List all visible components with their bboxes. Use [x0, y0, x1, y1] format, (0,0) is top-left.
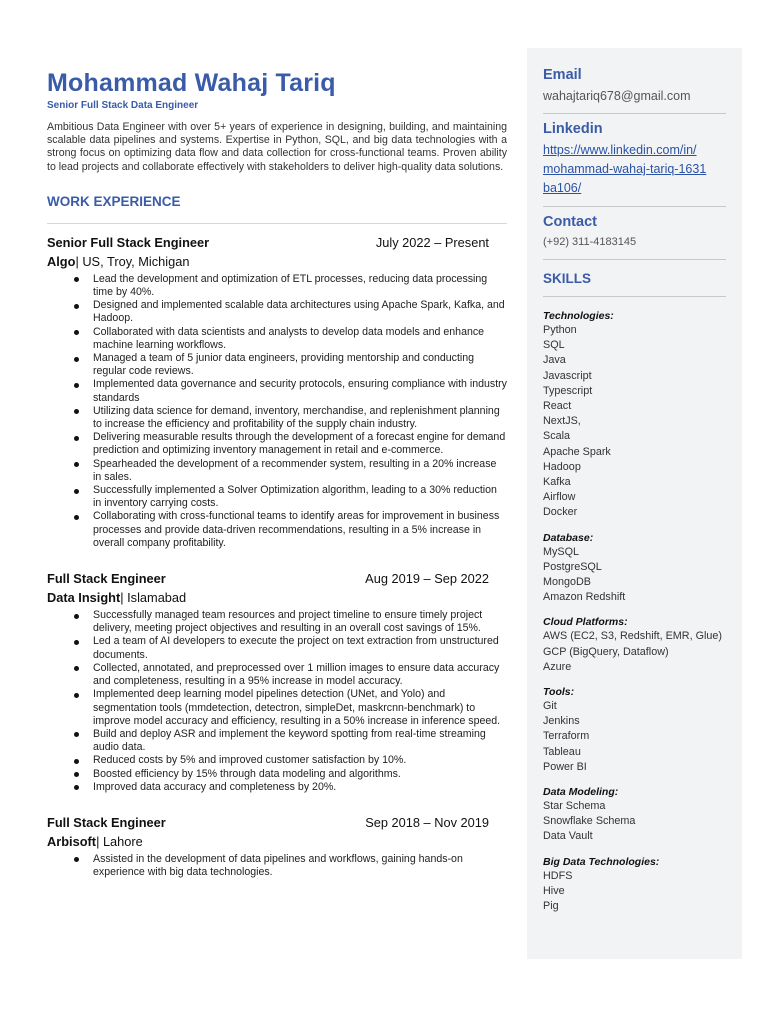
job-company-line [47, 589, 507, 607]
skill-item: Jenkins [543, 715, 580, 728]
job-bullets [47, 273, 507, 550]
list-item: Build and deploy ASR and implement the keyword spotting from real-time streaming audio data. [93, 728, 507, 754]
job-bullets [47, 609, 507, 794]
list-item: Delivering measurable results through the development of a forecast engine for demand prediction and optimizing inventory management in retail and e-commerce. [93, 431, 506, 457]
linkedin-link-line: https://www.linkedin.com/in/ [543, 143, 697, 157]
skill-group [543, 855, 726, 915]
skill-item: Data Vault [543, 830, 593, 843]
phone-value: (+92) 311-4183145 [543, 236, 637, 248]
skill-item: MongoDB [543, 576, 592, 589]
skill-item: Power BI [543, 760, 587, 773]
skill-item: Kafka [543, 476, 571, 489]
job-location: | Islamabad [120, 590, 187, 606]
sidebar-divider [543, 259, 726, 260]
skill-item: Amazon Redshift [543, 591, 626, 604]
skill-item: SQL [543, 339, 565, 352]
skill-item: Docker [543, 506, 578, 519]
main-column [47, 68, 507, 879]
skill-group [543, 309, 726, 521]
sidebar-divider [543, 113, 726, 114]
skill-item: GCP (BigQuery, Dataflow) [543, 645, 669, 658]
list-item: Collaborating with cross-functional teams to identify areas for improvement in business processes and provide data-driven recommendations, resulting in a 5% increase in overall company profitability. [93, 510, 507, 550]
email-value[interactable]: wahajtariq678@gmail.com [543, 89, 691, 103]
linkedin-link-line: mohammad-wahaj-tariq-1631 [543, 162, 707, 176]
list-item: Lead the development and optimization of ETL processes, reducing data processing time by 40%. [93, 273, 507, 299]
candidate-name: Mohammad Wahaj Tariq [47, 69, 336, 97]
job-location: | Lahore [96, 833, 143, 849]
email-label: Email [543, 67, 582, 83]
job-company-line [47, 253, 507, 271]
job-company: Algo [47, 253, 76, 269]
skill-group [543, 785, 726, 845]
linkedin-link[interactable] [543, 141, 726, 198]
skill-item: React [543, 400, 572, 413]
list-item: Successfully implemented a Solver Optimization algorithm, leading to a 30% reduction in inventory carrying costs. [93, 484, 507, 510]
list-item: Spearheaded the development of a recommender system, resulting in a 20% increase in sales. [93, 458, 507, 484]
sidebar-divider [543, 296, 726, 297]
skill-item: Tableau [543, 745, 581, 758]
job-header [47, 234, 507, 251]
skill-item: NextJS, [543, 415, 581, 428]
skill-item: Airflow [543, 491, 576, 504]
skill-group-title: Big Data Technologies: [543, 855, 660, 868]
job-title: Full Stack Engineer [47, 814, 166, 830]
skill-groups [543, 309, 726, 914]
list-item: Improved data accuracy and completeness by 20%. [93, 781, 507, 794]
skill-group-title: Database: [543, 531, 594, 544]
skill-group [543, 685, 726, 775]
skill-item: Python [543, 324, 577, 336]
candidate-title: Senior Full Stack Data Engineer [47, 100, 199, 111]
section-divider [47, 223, 507, 224]
skills-heading: SKILLS [543, 271, 592, 286]
skill-item: Java [543, 354, 566, 367]
skill-item: HDFS [543, 869, 573, 882]
job-entry [47, 234, 507, 550]
job-date: July 2022 – Present [375, 234, 489, 250]
job-date: Sep 2018 – Nov 2019 [365, 814, 489, 830]
job-entry [47, 814, 507, 879]
job-title: Full Stack Engineer [47, 571, 166, 587]
list-item: Boosted efficiency by 15% through data modeling and algorithms. [93, 768, 507, 781]
job-company: Data Insight [47, 590, 121, 606]
job-bullets [47, 853, 507, 879]
job-entry [47, 570, 507, 794]
job-location: | US, Troy, Michigan [75, 253, 190, 269]
list-item: Assisted in the development of data pipelines and workflows, gaining hands-on experience with big data technologies. [93, 853, 507, 879]
linkedin-link-line: ba106/ [543, 181, 582, 195]
skill-item: Hive [543, 884, 565, 897]
list-item: Collected, annotated, and preprocessed over 1 million images to ensure data accuracy and completeness, resulting in a 95% increase in model accuracy. [93, 662, 507, 688]
skill-item: MySQL [543, 545, 579, 558]
list-item: Successfully managed team resources and project timeline to ensure timely project delivery, meeting project objectives and resulting in an overall cost savings of 15%. [93, 609, 507, 635]
skill-group [543, 531, 726, 606]
list-item: Implemented deep learning model pipelines detection (UNet, and Yolo) and segmentation tools (mmdetection, detectron, simpleDet, maskrcnn-benchmark) to improve model accuracy and efficiency, resulting in a 50% increase in inference speed. [93, 688, 507, 728]
sidebar [527, 48, 742, 959]
work-experience-heading: WORK EXPERIENCE [47, 193, 181, 209]
skill-group-title: Tools: [543, 686, 575, 699]
job-list [47, 234, 507, 880]
skill-item: Apache Spark [543, 445, 611, 458]
skill-group-title: Technologies: [543, 310, 614, 322]
skill-group-title: Data Modeling: [543, 786, 619, 799]
sidebar-divider [543, 206, 726, 207]
skill-item: Scala [543, 430, 571, 443]
skill-item: PostgreSQL [543, 560, 602, 573]
skill-item: Hadoop [543, 460, 581, 473]
skill-group [543, 615, 726, 675]
skill-item: Terraform [543, 730, 590, 743]
job-company-line [47, 833, 507, 851]
skill-group-title: Cloud Platforms: [543, 616, 628, 629]
skill-item: Star Schema [543, 800, 606, 813]
skill-item: Git [543, 700, 557, 713]
skill-item: AWS (EC2, S3, Redshift, EMR, Glue) [543, 630, 722, 643]
skill-item: Javascript [543, 369, 592, 382]
list-item: Implemented data governance and security protocols, ensuring compliance with industry standards [93, 378, 507, 404]
contact-label: Contact [543, 214, 597, 230]
list-item: Designed and implemented scalable data architectures using Apache Spark, Kafka, and Hadoop. [93, 299, 507, 325]
list-item: Utilizing data science for demand, inventory, merchandise, and replenishment planning to increase the efficiency and profitability of the supply chain industry. [93, 405, 507, 431]
job-date: Aug 2019 – Sep 2022 [365, 571, 489, 587]
job-header [47, 570, 507, 587]
skill-item: Typescript [543, 384, 593, 397]
job-company: Arbisoft [47, 833, 97, 849]
skill-item: Pig [543, 900, 559, 913]
skill-item: Snowflake Schema [543, 815, 636, 828]
list-item: Collaborated with data scientists and analysts to develop data models and enhance machine learning workflows. [93, 326, 507, 352]
list-item: Led a team of AI developers to execute the project on text extraction from unstructured documents. [93, 635, 507, 661]
linkedin-label: Linkedin [543, 121, 603, 137]
job-title: Senior Full Stack Engineer [47, 234, 210, 250]
skill-item: Azure [543, 660, 572, 673]
summary-paragraph: Ambitious Data Engineer with over 5+ years of experience in designing, building, and maintaining scalable data pipelines and systems. Expertise in Python, SQL, and big data technologies with a strong focus on optimizing data flow and data collection for cross-functional teams. Proven ability to lead projects and collaborate effectively with stakeholders to deliver high-quality data solutions. [47, 121, 507, 173]
list-item: Reduced costs by 5% and improved customer satisfaction by 10%. [93, 754, 507, 767]
job-header [47, 814, 507, 831]
list-item: Managed a team of 5 junior data engineers, providing mentorship and conducting regular code reviews. [93, 352, 507, 378]
